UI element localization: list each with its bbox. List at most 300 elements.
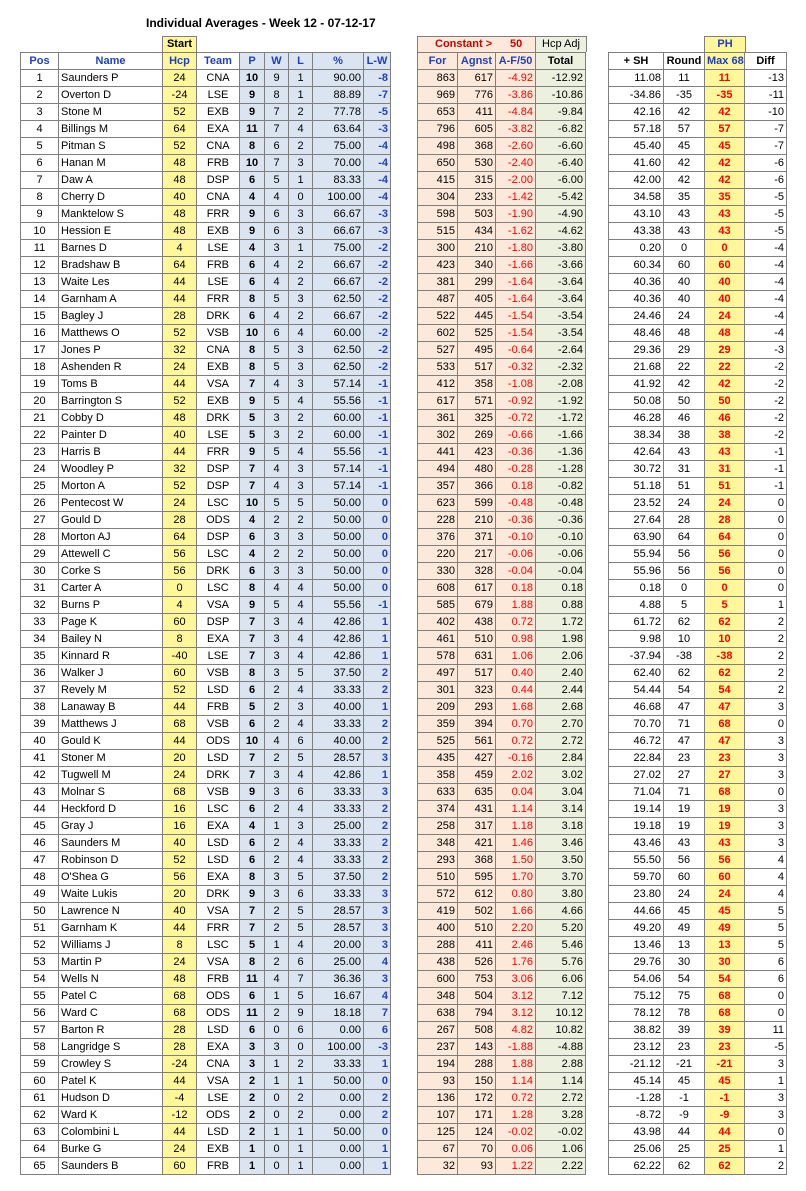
lost-cell: 2: [289, 308, 313, 325]
team-cell: DRK: [197, 308, 240, 325]
pos-cell: 9: [21, 206, 59, 223]
table-row: [418, 784, 586, 801]
lw-cell: 0: [364, 529, 391, 546]
af50-cell: -0.92: [496, 393, 536, 410]
played-cell: 10: [240, 733, 265, 750]
max68-cell: 47: [705, 699, 745, 716]
hcp-cell: 56: [163, 546, 197, 563]
team-cell: ODS: [197, 512, 240, 529]
sh-cell: 21.68: [609, 359, 664, 376]
diff-cell: -13: [745, 70, 787, 87]
won-cell: 4: [265, 971, 289, 988]
af50-cell: 0.70: [496, 716, 536, 733]
table-row: [609, 597, 787, 614]
pos-cell: 60: [21, 1073, 59, 1090]
table-row: [21, 308, 391, 325]
played-cell: 5: [240, 937, 265, 954]
table-row: [418, 767, 586, 784]
team-cell: VSA: [197, 597, 240, 614]
max68-cell: 64: [705, 529, 745, 546]
agnst-cell: 371: [458, 529, 496, 546]
played-cell: 9: [240, 206, 265, 223]
hcp-cell: 44: [163, 699, 197, 716]
lost-cell: 5: [289, 903, 313, 920]
for-cell: 359: [418, 716, 458, 733]
pos-cell: 27: [21, 512, 59, 529]
name-cell: O'Shea G: [59, 869, 163, 886]
lw-cell: -4: [364, 138, 391, 155]
team-cell: FRB: [197, 257, 240, 274]
pos-cell: 15: [21, 308, 59, 325]
max68-cell: 45: [705, 903, 745, 920]
for-cell: 107: [418, 1107, 458, 1124]
played-cell: 7: [240, 631, 265, 648]
af50-cell: 0.04: [496, 784, 536, 801]
table-row: [609, 1039, 787, 1056]
for-cell: 400: [418, 920, 458, 937]
lost-cell: 1: [289, 70, 313, 87]
agnst-cell: 394: [458, 716, 496, 733]
round-cell: 25: [664, 1141, 705, 1158]
diff-cell: 4: [745, 869, 787, 886]
name-cell: Williams J: [59, 937, 163, 954]
af50-cell: -4.92: [496, 70, 536, 87]
table-row: [21, 886, 391, 903]
name-cell: Gray J: [59, 818, 163, 835]
round-cell: 38: [664, 427, 705, 444]
round-cell: 45: [664, 138, 705, 155]
diff-cell: -4: [745, 308, 787, 325]
name-cell: Cobby D: [59, 410, 163, 427]
name-cell: Barnes D: [59, 240, 163, 257]
af50-cell: 1.22: [496, 1158, 536, 1175]
hcp-cell: 44: [163, 376, 197, 393]
pos-cell: 51: [21, 920, 59, 937]
pct-cell: 66.67: [313, 274, 364, 291]
round-cell: 39: [664, 1022, 705, 1039]
table-row: [21, 767, 391, 784]
table-row: [418, 342, 586, 359]
round-cell: 23: [664, 1039, 705, 1056]
for-cell: 435: [418, 750, 458, 767]
agnst-cell: 571: [458, 393, 496, 410]
hcp-cell: 44: [163, 1124, 197, 1141]
name-cell: Bagley J: [59, 308, 163, 325]
lost-cell: 4: [289, 393, 313, 410]
total-cell: 1.14: [536, 1073, 586, 1090]
total-cell: 3.02: [536, 767, 586, 784]
pos-cell: 25: [21, 478, 59, 495]
hcp-cell: 48: [163, 223, 197, 240]
team-cell: ODS: [197, 1107, 240, 1124]
won-cell: 3: [265, 240, 289, 257]
af50-cell: -0.32: [496, 359, 536, 376]
agnst-cell: 150: [458, 1073, 496, 1090]
lw-cell: 2: [364, 835, 391, 852]
won-cell: 2: [265, 682, 289, 699]
total-cell: 3.70: [536, 869, 586, 886]
sh-cell: 57.18: [609, 121, 664, 138]
lw-cell: -1: [364, 410, 391, 427]
max68-cell: -9: [705, 1107, 745, 1124]
for-cell: 863: [418, 70, 458, 87]
agnst-cell: 217: [458, 546, 496, 563]
table-row: [21, 444, 391, 461]
pct-cell: 57.14: [313, 461, 364, 478]
played-cell: 9: [240, 223, 265, 240]
max68-cell: 68: [705, 1005, 745, 1022]
won-cell: 9: [265, 70, 289, 87]
won-cell: 3: [265, 614, 289, 631]
pos-cell: 40: [21, 733, 59, 750]
team-cell: VSB: [197, 716, 240, 733]
table-row: [21, 206, 391, 223]
sh-cell: 43.10: [609, 206, 664, 223]
diff-cell: 0: [745, 716, 787, 733]
name-cell: Colombini L: [59, 1124, 163, 1141]
won-cell: 3: [265, 767, 289, 784]
table-row: [609, 1073, 787, 1090]
af50-cell: 1.88: [496, 597, 536, 614]
table-row: [609, 291, 787, 308]
round-cell: 43: [664, 835, 705, 852]
round-cell: 56: [664, 852, 705, 869]
af50-cell: -0.48: [496, 495, 536, 512]
table-row: [21, 512, 391, 529]
lw-cell: 1: [364, 699, 391, 716]
max68-cell: 28: [705, 512, 745, 529]
agnst-cell: 612: [458, 886, 496, 903]
pct-cell: 66.67: [313, 308, 364, 325]
af50-cell: 1.50: [496, 852, 536, 869]
table-row: [418, 580, 586, 597]
max68-cell: 56: [705, 546, 745, 563]
table-row: [609, 546, 787, 563]
pct-cell: 55.56: [313, 393, 364, 410]
table-row: [609, 784, 787, 801]
pos-cell: 28: [21, 529, 59, 546]
af50-cell: 0.06: [496, 1141, 536, 1158]
sh-cell: 54.44: [609, 682, 664, 699]
name-cell: Stone M: [59, 104, 163, 121]
table-row: [609, 869, 787, 886]
table-row: [418, 495, 586, 512]
hcp-cell: 28: [163, 308, 197, 325]
agnst-cell: 368: [458, 852, 496, 869]
pos-cell: 17: [21, 342, 59, 359]
total-cell: -3.64: [536, 291, 586, 308]
sh-cell: 25.06: [609, 1141, 664, 1158]
agnst-cell: 434: [458, 223, 496, 240]
hcp-cell: -4: [163, 1090, 197, 1107]
af50-cell: -0.28: [496, 461, 536, 478]
round-cell: 42: [664, 104, 705, 121]
hcp-cell: 20: [163, 886, 197, 903]
table-row: [21, 988, 391, 1005]
lost-cell: 4: [289, 648, 313, 665]
sh-cell: 38.34: [609, 427, 664, 444]
pos-cell: 2: [21, 87, 59, 104]
pct-cell: 75.00: [313, 138, 364, 155]
lw-cell: 2: [364, 818, 391, 835]
table-row: [609, 1141, 787, 1158]
sh-cell: 4.88: [609, 597, 664, 614]
max68-cell: 68: [705, 784, 745, 801]
sh-cell: 43.46: [609, 835, 664, 852]
table-row: [21, 376, 391, 393]
round-cell: 51: [664, 478, 705, 495]
table-row: [609, 427, 787, 444]
table-row: [21, 665, 391, 682]
for-cell: 598: [418, 206, 458, 223]
af50-cell: 3.12: [496, 1005, 536, 1022]
sh-cell: 23.80: [609, 886, 664, 903]
diff-cell: 6: [745, 971, 787, 988]
af50-cell: -0.16: [496, 750, 536, 767]
round-cell: 42: [664, 172, 705, 189]
af50-cell: -0.36: [496, 512, 536, 529]
sh-cell: 71.04: [609, 784, 664, 801]
agnst-cell: 503: [458, 206, 496, 223]
ph-label: PH: [704, 36, 746, 52]
pos-cell: 26: [21, 495, 59, 512]
played-cell: 10: [240, 70, 265, 87]
lw-cell: -1: [364, 597, 391, 614]
af50-cell: 1.14: [496, 1073, 536, 1090]
name-cell: Stoner M: [59, 750, 163, 767]
pos-cell: 45: [21, 818, 59, 835]
agnst-cell: 421: [458, 835, 496, 852]
for-cell: 527: [418, 342, 458, 359]
max68-cell: 19: [705, 801, 745, 818]
table-row: [418, 733, 586, 750]
diff-cell: 6: [745, 954, 787, 971]
agnst-cell: 340: [458, 257, 496, 274]
name-cell: Ward C: [59, 1005, 163, 1022]
sh-cell: 34.58: [609, 189, 664, 206]
agnst-cell: 269: [458, 427, 496, 444]
won-cell: 3: [265, 869, 289, 886]
hcp-cell: 28: [163, 1039, 197, 1056]
hcp-cell: 52: [163, 104, 197, 121]
round-cell: 75: [664, 988, 705, 1005]
round-cell: 29: [664, 342, 705, 359]
lost-cell: 3: [289, 291, 313, 308]
pos-cell: 36: [21, 665, 59, 682]
table-row: [418, 376, 586, 393]
won-cell: 2: [265, 835, 289, 852]
pct-cell: 0.00: [313, 1158, 364, 1175]
max68-cell: 56: [705, 852, 745, 869]
won-cell: 6: [265, 223, 289, 240]
total-cell: 2.88: [536, 1056, 586, 1073]
for-cell: 357: [418, 478, 458, 495]
pct-cell: 70.00: [313, 155, 364, 172]
agnst-cell: 438: [458, 614, 496, 631]
table-row: [418, 223, 586, 240]
af50-cell: 1.18: [496, 818, 536, 835]
diff-cell: 2: [745, 648, 787, 665]
played-cell: 2: [240, 1124, 265, 1141]
sh-cell: 23.52: [609, 495, 664, 512]
lw-cell: 0: [364, 1073, 391, 1090]
lw-cell: -3: [364, 121, 391, 138]
name-cell: Burke G: [59, 1141, 163, 1158]
team-cell: VSB: [197, 784, 240, 801]
diff-cell: 0: [745, 529, 787, 546]
lw-cell: 4: [364, 988, 391, 1005]
table-row: [418, 70, 586, 87]
agnst-cell: 753: [458, 971, 496, 988]
table-row: [609, 767, 787, 784]
lost-cell: 1: [289, 1141, 313, 1158]
pos-cell: 11: [21, 240, 59, 257]
diff-cell: 2: [745, 614, 787, 631]
played-cell: 4: [240, 240, 265, 257]
hcp-cell: 16: [163, 818, 197, 835]
played-cell: 1: [240, 1141, 265, 1158]
table-row: [418, 1073, 586, 1090]
hcp-cell: 8: [163, 631, 197, 648]
name-cell: Barton R: [59, 1022, 163, 1039]
pos-cell: 50: [21, 903, 59, 920]
pct-cell: 33.33: [313, 1056, 364, 1073]
lw-cell: 4: [364, 954, 391, 971]
name-cell: Gould D: [59, 512, 163, 529]
team-cell: DSP: [197, 614, 240, 631]
name-cell: Bradshaw B: [59, 257, 163, 274]
table-row: [609, 665, 787, 682]
name-cell: Martin P: [59, 954, 163, 971]
af50-cell: 3.12: [496, 988, 536, 1005]
diff-cell: -2: [745, 410, 787, 427]
name-cell: Barrington S: [59, 393, 163, 410]
lw-cell: -5: [364, 104, 391, 121]
table-row: [21, 274, 391, 291]
hcp-cell: 44: [163, 733, 197, 750]
played-cell: 6: [240, 1022, 265, 1039]
table-row: [609, 886, 787, 903]
pct-cell: 37.50: [313, 665, 364, 682]
lost-cell: 5: [289, 495, 313, 512]
af50-cell: 0.40: [496, 665, 536, 682]
pos-cell: 59: [21, 1056, 59, 1073]
table-row: [609, 393, 787, 410]
round-cell: 24: [664, 886, 705, 903]
lost-cell: 4: [289, 767, 313, 784]
max68-cell: 49: [705, 920, 745, 937]
sh-cell: 42.00: [609, 172, 664, 189]
max68-cell: 54: [705, 682, 745, 699]
header-af50: A-F/50: [496, 53, 536, 70]
total-cell: -0.36: [536, 512, 586, 529]
agnst-cell: 502: [458, 903, 496, 920]
pct-cell: 100.00: [313, 1039, 364, 1056]
total-cell: 3.46: [536, 835, 586, 852]
pos-cell: 5: [21, 138, 59, 155]
pos-cell: 35: [21, 648, 59, 665]
round-cell: 0: [664, 580, 705, 597]
hcp-cell: 0: [163, 580, 197, 597]
total-cell: 1.72: [536, 614, 586, 631]
name-cell: Saunders B: [59, 1158, 163, 1175]
sh-cell: 59.70: [609, 869, 664, 886]
played-cell: 8: [240, 580, 265, 597]
total-cell: -3.66: [536, 257, 586, 274]
table-row: [609, 580, 787, 597]
total-cell: -1.92: [536, 393, 586, 410]
diff-cell: -7: [745, 121, 787, 138]
for-cell: 515: [418, 223, 458, 240]
pct-cell: 100.00: [313, 189, 364, 206]
lw-cell: 2: [364, 733, 391, 750]
table-row: [418, 325, 586, 342]
won-cell: 1: [265, 1073, 289, 1090]
diff-cell: 3: [745, 835, 787, 852]
diff-cell: -2: [745, 359, 787, 376]
pct-cell: 33.33: [313, 784, 364, 801]
round-cell: 19: [664, 801, 705, 818]
diff-cell: 0: [745, 512, 787, 529]
af50-cell: 0.72: [496, 733, 536, 750]
hcp-cell: 60: [163, 1158, 197, 1175]
table-row: [418, 648, 586, 665]
round-cell: 54: [664, 682, 705, 699]
table-row: [21, 648, 391, 665]
sh-cell: 11.08: [609, 70, 664, 87]
table-row: [418, 971, 586, 988]
for-cell: 461: [418, 631, 458, 648]
table-row: [418, 189, 586, 206]
lw-cell: 2: [364, 665, 391, 682]
lost-cell: 5: [289, 750, 313, 767]
won-cell: 2: [265, 699, 289, 716]
table-row: [609, 87, 787, 104]
lost-cell: 2: [289, 1056, 313, 1073]
averages-table-right: [608, 52, 787, 1175]
for-cell: 510: [418, 869, 458, 886]
table-row: [609, 903, 787, 920]
agnst-cell: 368: [458, 138, 496, 155]
af50-cell: -1.64: [496, 291, 536, 308]
table-row: [21, 750, 391, 767]
total-cell: -1.28: [536, 461, 586, 478]
round-cell: 54: [664, 971, 705, 988]
round-cell: 19: [664, 818, 705, 835]
team-cell: DSP: [197, 478, 240, 495]
won-cell: 4: [265, 189, 289, 206]
agnst-cell: 288: [458, 1056, 496, 1073]
round-cell: 78: [664, 1005, 705, 1022]
won-cell: 5: [265, 342, 289, 359]
table-row: [418, 1107, 586, 1124]
round-cell: 56: [664, 563, 705, 580]
sh-cell: 49.20: [609, 920, 664, 937]
table-row: [21, 682, 391, 699]
for-cell: 288: [418, 937, 458, 954]
table-row: [418, 750, 586, 767]
sh-cell: 29.76: [609, 954, 664, 971]
agnst-cell: 635: [458, 784, 496, 801]
af50-cell: -0.64: [496, 342, 536, 359]
total-cell: 3.18: [536, 818, 586, 835]
won-cell: 0: [265, 1158, 289, 1175]
team-cell: VSA: [197, 954, 240, 971]
agnst-cell: 328: [458, 563, 496, 580]
sh-cell: 40.36: [609, 291, 664, 308]
team-cell: FRB: [197, 1158, 240, 1175]
team-cell: EXB: [197, 359, 240, 376]
